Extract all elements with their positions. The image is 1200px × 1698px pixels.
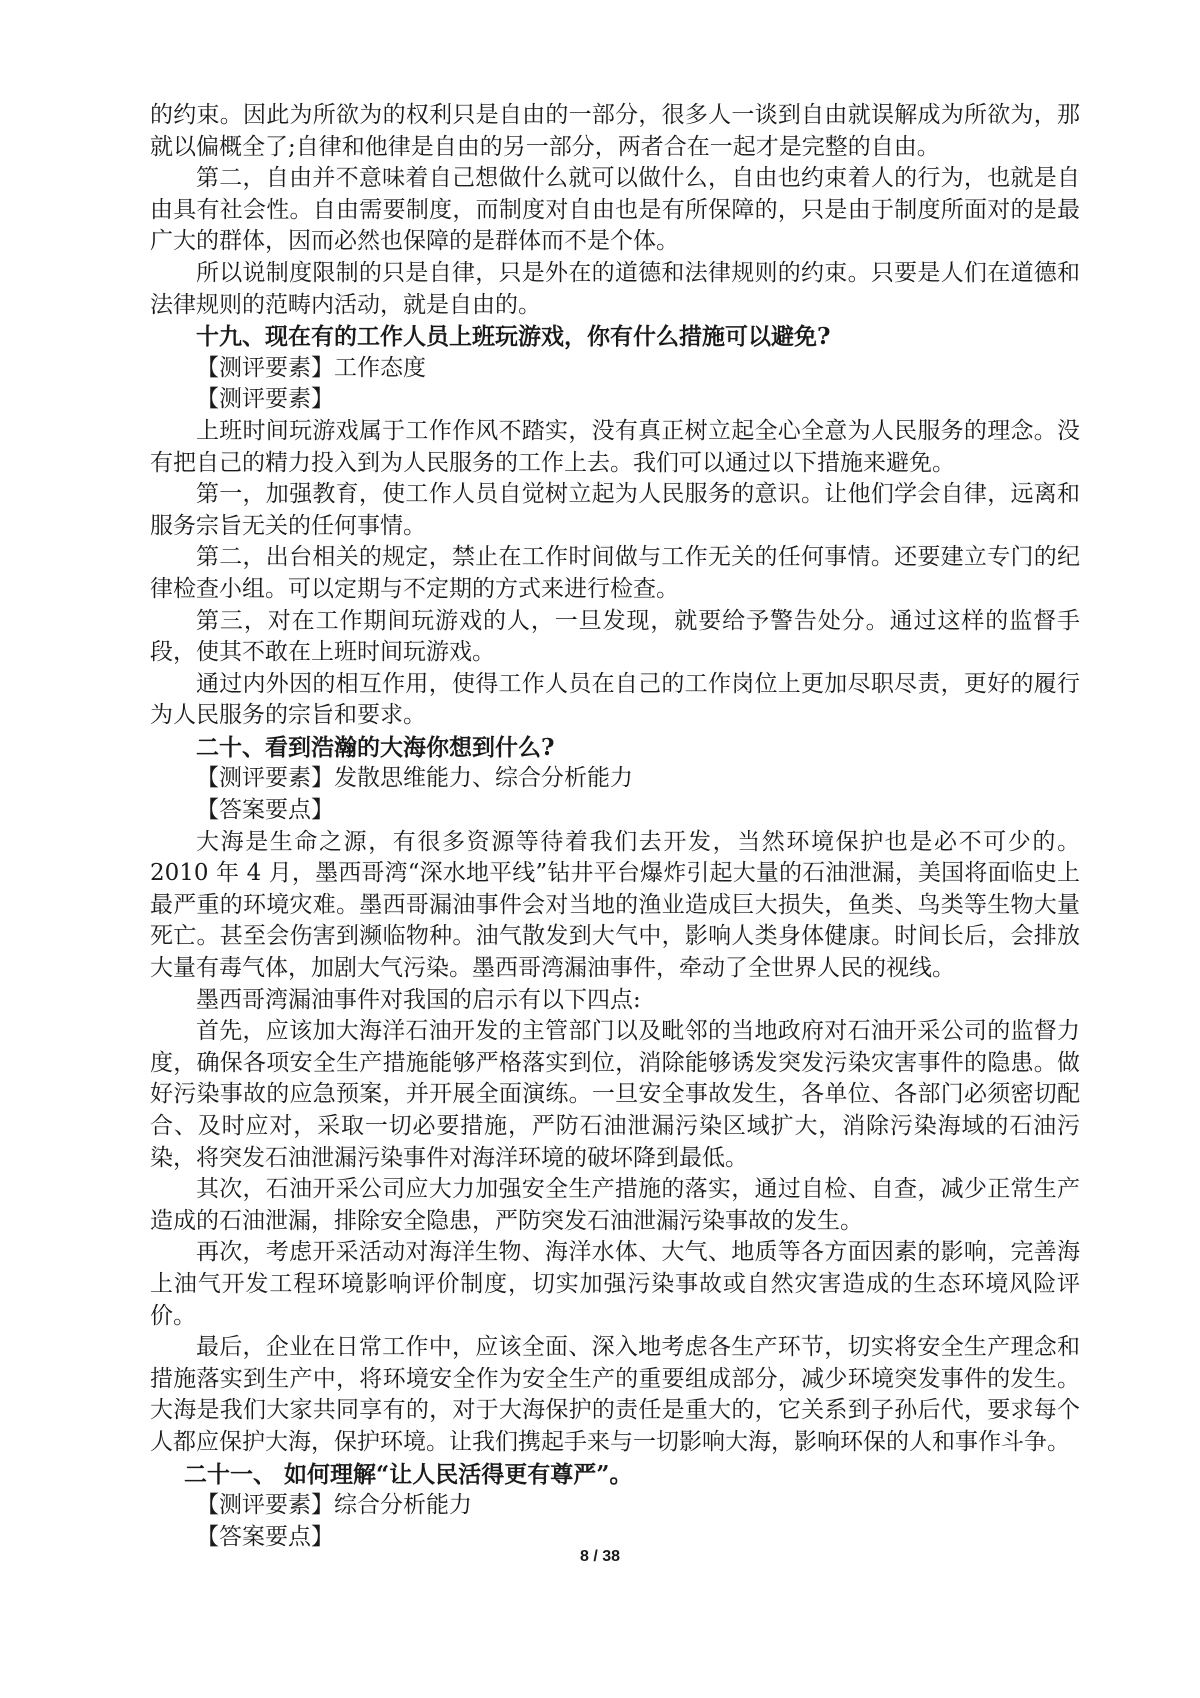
paragraph: 再次，考虑开采活动对海洋生物、海洋水体、大气、地质等各方面因素的影响，完善海上油气开发工程环境影响评价制度，切实加强污染事故或自然灾害造成的生态环境风险评价。 [150,1239,1080,1329]
paragraph: 首先，应该加大海洋石油开发的主管部门以及毗邻的当地政府对石油开采公司的监督力度，确保各项安全生产措施能够严格落实到位，消除能够诱发突发污染灾害事件的隐患。做好污染事故的应急预案，并开展全面演练。一旦安全事故发生，各单位、各部门必须密切配合、及时应对，采取一切必要措施，严防石油泄漏污染区域扩大，消除污染海域的石油污染，将突发石油泄漏污染事件对海洋环境的破坏降到最低。 [150,1018,1080,1171]
paragraph: 大海是生命之源，有很多资源等待着我们去开发，当然环境保护也是必不可少的。2010 年 4 月，墨西哥湾“深水地平线”钻井平台爆炸引起大量的石油泄漏，美国将面临史上最严重的环境灾难。墨西哥漏油事件会对当地的渔业造成巨大损失，鱼类、鸟类等生物大量死亡。甚至会伤害到濒临物种。油气散发到大气中，影响人类身体健康。时间长后，会排放大量有毒气体，加剧大气污染。墨西哥湾漏油事件，牵动了全世界人民的视线。 [150,828,1080,982]
question-heading: 二十、看到浩瀚的大海你想到什么? [196,733,555,761]
paragraph: 第二，自由并不意味着自己想做什么就可以做什么，自由也约束着人的行为，也就是自由具有社会性。自由需要制度，而制度对自由也是有所保障的，只是由于制度所面对的是最广大的群体，因而必然也保障的是群体而不是个体。 [150,165,1080,255]
paragraph: 上班时间玩游戏属于工作作风不踏实，没有真正树立起全心全意为人民服务的理念。没有把自己的精力投入到为人民服务的工作上去。我们可以通过以下措施来避免。 [150,417,1080,476]
paragraph: 【测评要素】 [196,386,334,413]
question-heading: 二十一、 如何理解“让人民活得更有尊严”。 [184,1460,633,1488]
paragraph: 【测评要素】综合分析能力 [196,1492,472,1519]
paragraph: 第三，对在工作期间玩游戏的人，一旦发现，就要给予警告处分。通过这样的监督手段，使其不敢在上班时间玩游戏。 [150,607,1080,666]
paragraph: 【测评要素】工作态度 [196,354,426,381]
paragraph: 墨西哥湾漏油事件对我国的启示有以下四点: [196,986,641,1013]
paragraph: 所以说制度限制的只是自律，只是外在的道德和法律规则的约束。只要是人们在道德和法律规则的范畴内活动，就是自由的。 [150,259,1080,318]
paragraph: 其次，石油开采公司应大力加强安全生产措施的落实，通过自检、自查，减少正常生产造成的石油泄漏，排除安全隐患，严防突发石油泄漏污染事故的发生。 [150,1176,1080,1234]
paragraph: 第二，出台相关的规定，禁止在工作时间做与工作无关的任何事情。还要建立专门的纪律检查小组。可以定期与不定期的方式来进行检查。 [150,544,1080,602]
document-body [150,100,1080,1553]
paragraph: 最后，企业在日常工作中，应该全面、深入地考虑各生产环节，切实将安全生产理念和措施落实到生产中，将环境安全作为安全生产的重要组成部分，减少环境突发事件的发生。大海是我们大家共同享有的，对于大海保护的责任是重大的，它关系到子孙后代，要求每个人都应保护大海，保护环境。让我们携起手来与一切影响大海，影响环保的人和事作斗争。 [150,1334,1080,1455]
paragraph: 【答案要点】 [196,797,334,824]
paragraph: 的约束。因此为所欲为的权利只是自由的一部分，很多人一谈到自由就误解成为所欲为，那就以偏概全了;自律和他律是自由的另一部分，两者合在一起才是完整的自由。 [150,102,1080,160]
question-heading: 十九、现在有的工作人员上班玩游戏，你有什么措施可以避免? [196,323,831,351]
paragraph: 【答案要点】 [196,1523,334,1550]
paragraph: 通过内外因的相互作用，使得工作人员在自己的工作岗位上更加尽职尽责，更好的履行为人民服务的宗旨和要求。 [150,670,1080,729]
paragraph: 【测评要素】发散思维能力、综合分析能力 [196,765,633,792]
paragraph: 第一，加强教育，使工作人员自觉树立起为人民服务的意识。让他们学会自律，远离和服务宗旨无关的任何事情。 [150,481,1080,539]
page-number: 8 / 38 [579,1548,621,1565]
